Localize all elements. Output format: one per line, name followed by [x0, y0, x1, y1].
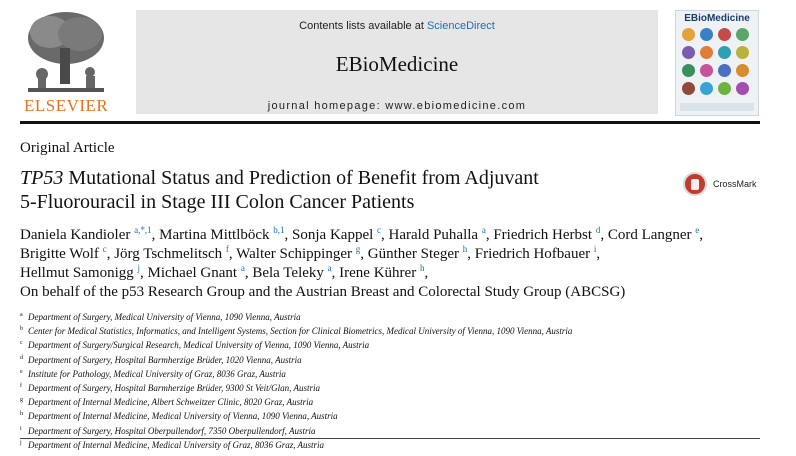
author-line-1: Daniela Kandioler $^{a,*,1}$, Martina Mittlböck $^{b,1}$, Sonja Kappel $^c$, Harald Puhalla $^a$, Friedrich Herbst $^d$, Cord Langner $^e$,	[20, 225, 704, 243]
publisher-name: ELSEVIER	[24, 96, 109, 115]
article-title	[20, 166, 640, 214]
affiliation-text: Department of Surgery/Surgical Research, Medical University of Vienna, 1090 Vienna, Austria	[28, 340, 370, 351]
author-line-2: Brigitte Wolf $^c$, Jörg Tschmelitsch $^f$, Walter Schippinger $^g$, Günther Steger $^h$, Friedrich Hofbauer $^i$,	[20, 244, 601, 262]
author-affiliation-ref[interactable]: e	[695, 225, 700, 235]
affiliation-label: e	[20, 368, 23, 375]
contents-prefix: Contents lists available at	[299, 20, 427, 32]
journal-title[interactable]: EBioMedicine	[335, 52, 459, 76]
author-name[interactable]: Harald Puhalla	[388, 227, 479, 243]
affiliation-label: g	[20, 397, 23, 404]
affiliation-item	[20, 337, 760, 351]
affiliation-label: c	[20, 340, 23, 347]
title-line2: 5-Fluorouracil in Stage III Colon Cancer Patients	[20, 191, 415, 213]
author-name[interactable]: Hellmut Samonigg	[20, 265, 134, 281]
author-affiliation-ref[interactable]: a	[327, 263, 332, 273]
affiliation-text: Department of Surgery, Hospital Oberpullendorf, 7350 Oberpullendorf, Austria	[28, 425, 316, 436]
affiliation-item	[20, 323, 760, 337]
author-affiliation-ref[interactable]: d	[595, 225, 601, 235]
affiliation-item	[20, 423, 760, 437]
author-affiliation-ref[interactable]: j	[137, 263, 141, 273]
affiliation-list	[20, 309, 760, 451]
affiliation-item	[20, 394, 760, 408]
author-affiliation-ref[interactable]: g	[355, 244, 361, 254]
author-name[interactable]: Martina Mittlböck	[159, 227, 270, 243]
affiliation-item	[20, 352, 760, 366]
affiliation-label: h	[20, 411, 23, 418]
author-affiliation-ref[interactable]: a	[240, 263, 245, 273]
sciencedirect-link[interactable]: ScienceDirect	[426, 20, 495, 32]
elsevier-tree-icon	[20, 8, 112, 94]
contents-line	[136, 20, 658, 32]
author-affiliation-ref[interactable]: h	[462, 244, 468, 254]
author-affiliation-ref[interactable]: c	[102, 244, 107, 254]
author-affiliation-ref[interactable]: c	[377, 225, 382, 235]
author-list	[20, 226, 765, 302]
author-name[interactable]: Brigitte Wolf	[20, 246, 99, 262]
author-name[interactable]: Günther Steger	[367, 246, 459, 262]
affiliation-text: Department of Internal Medicine, Albert Schweitzer Clinic, 8020 Graz, Austria	[28, 397, 314, 408]
header-rule	[20, 121, 760, 124]
author-line-3: Hellmut Samonigg $^j$, Michael Gnant $^a$, Bela Teleky $^a$, Irene Kührer $^h$,	[20, 263, 429, 281]
author-name[interactable]: Walter Schippinger	[236, 246, 352, 262]
title-line1-rest: Mutational Status and Prediction of Benefit from Adjuvant	[63, 167, 539, 189]
cover-title: EBioMedicine	[684, 13, 750, 24]
author-name[interactable]: Daniela Kandioler	[20, 227, 131, 243]
affiliations-bottom-rule	[20, 438, 760, 439]
affiliation-text: Department of Internal Medicine, Medical University of Graz, 8036 Graz, Austria	[28, 439, 325, 450]
affiliation-item	[20, 366, 760, 380]
author-name[interactable]: Jörg Tschmelitsch	[114, 246, 223, 262]
affiliation-label: d	[20, 354, 23, 361]
affiliation-label: a	[20, 312, 23, 318]
affiliation-text: Institute for Pathology, Medical University of Graz, 8036 Graz, Austria	[28, 368, 286, 379]
title-gene-name: TP53	[20, 167, 64, 189]
author-name[interactable]: Bela Teleky	[252, 265, 324, 281]
journal-cover[interactable]	[675, 10, 759, 116]
author-affiliation-ref[interactable]: h	[419, 263, 425, 273]
affiliation-item	[20, 380, 760, 394]
crossmark-icon	[683, 172, 707, 196]
affiliation-item	[20, 309, 760, 323]
on-behalf-group: On behalf of the p53 Research Group and the Austrian Breast and Colorectal Study Group (ABCSG)	[20, 284, 626, 300]
affiliation-label: f	[20, 383, 22, 390]
elsevier-logo[interactable]	[20, 8, 112, 116]
author-name[interactable]: Irene Kührer	[339, 265, 417, 281]
author-affiliation-ref[interactable]: f	[225, 244, 229, 254]
author-name[interactable]: Cord Langner	[607, 227, 692, 243]
cover-footer	[680, 103, 754, 111]
affiliation-label: b	[20, 326, 23, 333]
affiliation-text: Department of Internal Medicine, Medical University of Vienna, 1090 Vienna, Austria	[28, 411, 338, 422]
journal-header	[20, 8, 760, 116]
article-type: Original Article	[20, 140, 115, 156]
crossmark-badge[interactable]	[683, 172, 763, 200]
author-affiliation-ref[interactable]: a,*,1	[134, 225, 152, 235]
author-name[interactable]: Michael Gnant	[147, 265, 238, 281]
affiliation-label: j	[20, 439, 22, 446]
journal-info-box	[136, 10, 658, 114]
author-name[interactable]: Sonja Kappel	[292, 227, 374, 243]
affiliation-text: Center for Medical Statistics, Informatics, and Intelligent Systems, Section for Clinical Biometrics, Medical University of Vienna, 1090 Vienna, Austria	[28, 326, 573, 337]
affiliation-text: Department of Surgery, Hospital Barmherzige Brüder, 1020 Vienna, Austria	[28, 354, 302, 365]
affiliation-text: Department of Surgery, Medical University of Vienna, 1090 Vienna, Austria	[28, 312, 301, 322]
affiliation-label: i	[20, 425, 22, 432]
author-affiliation-ref[interactable]: i	[593, 244, 597, 254]
author-name[interactable]: Friedrich Herbst	[493, 227, 593, 243]
author-affiliation-ref[interactable]: b,1	[273, 225, 285, 235]
author-name[interactable]: Friedrich Hofbauer	[474, 246, 591, 262]
journal-homepage[interactable]: journal homepage: www.ebiomedicine.com	[267, 100, 527, 112]
affiliation-text: Department of Surgery, Hospital Barmherzige Brüder, 9300 St Veit/Glan, Austria	[28, 383, 320, 394]
author-affiliation-ref[interactable]: a	[481, 225, 486, 235]
crossmark-label: CrossMark	[713, 179, 757, 189]
affiliation-item	[20, 408, 760, 422]
